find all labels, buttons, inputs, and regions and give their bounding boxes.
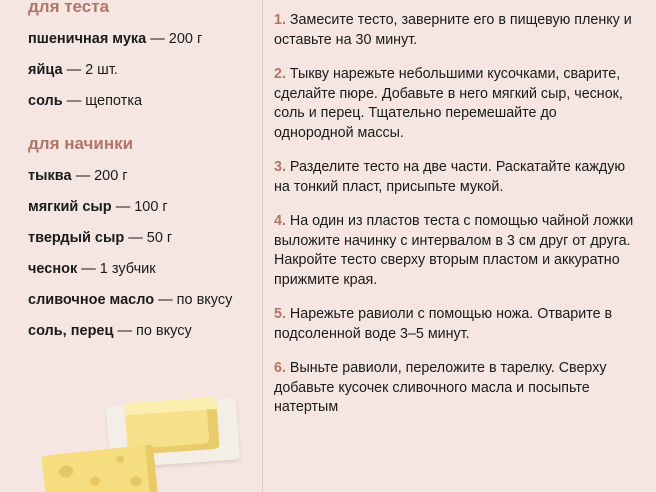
ingredient-name: сливочное масло xyxy=(28,292,155,308)
ingredient-amount: — 100 г xyxy=(115,199,168,215)
ingredient-name: соль xyxy=(28,93,63,109)
ingredient-amount: — 1 зубчик xyxy=(81,261,156,277)
ingredient-name: твердый сыр xyxy=(28,230,125,246)
cheese-block-shape xyxy=(41,444,158,492)
steps-list xyxy=(274,11,640,418)
list-item xyxy=(28,198,244,217)
step-number: 2. xyxy=(274,66,286,82)
cheese-hole xyxy=(90,476,101,486)
step-text: Выньте равиоли, переложите в тарелку. Сверху добавьте кусочек сливочного масла и посыпьте натертым xyxy=(274,360,607,415)
ingredient-amount: — 200 г xyxy=(150,31,203,47)
ingredient-amount: — 50 г xyxy=(128,230,173,246)
cheese-hole xyxy=(130,476,142,487)
dough-section-title: для теста xyxy=(28,0,110,16)
ingredient-name: соль, перец xyxy=(28,323,114,339)
list-item xyxy=(28,92,244,111)
list-item xyxy=(28,61,244,80)
step-text: Разделите тесто на две части. Раскатайте каждую на тонкий пласт, присыпьте мукой. xyxy=(274,159,626,195)
steps-column xyxy=(258,0,656,492)
list-item xyxy=(274,65,640,143)
step-number: 1. xyxy=(274,12,286,28)
step-number: 3. xyxy=(274,159,286,175)
list-item xyxy=(274,158,640,197)
ingredient-name: чеснок xyxy=(28,261,78,277)
ingredient-amount: — по вкусу xyxy=(158,292,233,308)
list-item xyxy=(28,30,244,49)
filling-section-title: для начинки xyxy=(28,134,134,153)
step-text: Замесите тесто, заверните его в пищевую пленку и оставьте на 30 минут. xyxy=(274,12,632,48)
step-number: 5. xyxy=(274,306,286,322)
list-item xyxy=(274,212,640,290)
ingredient-amount: — 2 шт. xyxy=(66,62,118,78)
ingredient-name: мягкий сыр xyxy=(28,199,112,215)
ingredient-name: яйца xyxy=(28,62,63,78)
ingredient-amount: — 200 г xyxy=(75,168,128,184)
list-item xyxy=(28,291,244,310)
list-item xyxy=(274,359,640,418)
ingredient-name: пшеничная мука xyxy=(28,31,147,47)
ingredient-amount: — по вкусу xyxy=(117,323,192,339)
list-item xyxy=(274,11,640,50)
cheese-hole xyxy=(116,455,125,463)
step-number: 4. xyxy=(274,213,286,229)
filling-ingredients-list xyxy=(28,167,244,341)
step-number: 6. xyxy=(274,360,286,376)
ingredient-amount: — щепотка xyxy=(66,93,143,109)
dough-ingredients-list xyxy=(28,30,244,111)
list-item xyxy=(28,322,244,341)
ingredients-column xyxy=(0,0,258,492)
food-photo xyxy=(0,382,258,492)
step-text: На один из пластов теста с помощью чайной ложки выложите начинку с интервалом в 3 см друг от друга. Накройте тесто сверху вторым пластом и аккуратно прижмите края. xyxy=(274,213,634,288)
list-item xyxy=(28,229,244,248)
list-item xyxy=(28,167,244,186)
step-text: Нарежьте равиоли с помощью ножа. Отварите в подсоленной воде 3–5 минут. xyxy=(274,306,613,342)
list-item xyxy=(28,260,244,279)
cheese-hole xyxy=(59,465,74,478)
ingredient-name: тыква xyxy=(28,168,72,184)
list-item xyxy=(274,305,640,344)
step-text: Тыкву нарежьте небольшими кусочками, сварите, сделайте пюре. Добавьте в него мягкий сыр, чеснок, соль и перец. Тщательно перемешайте до однородной массы. xyxy=(274,66,623,141)
